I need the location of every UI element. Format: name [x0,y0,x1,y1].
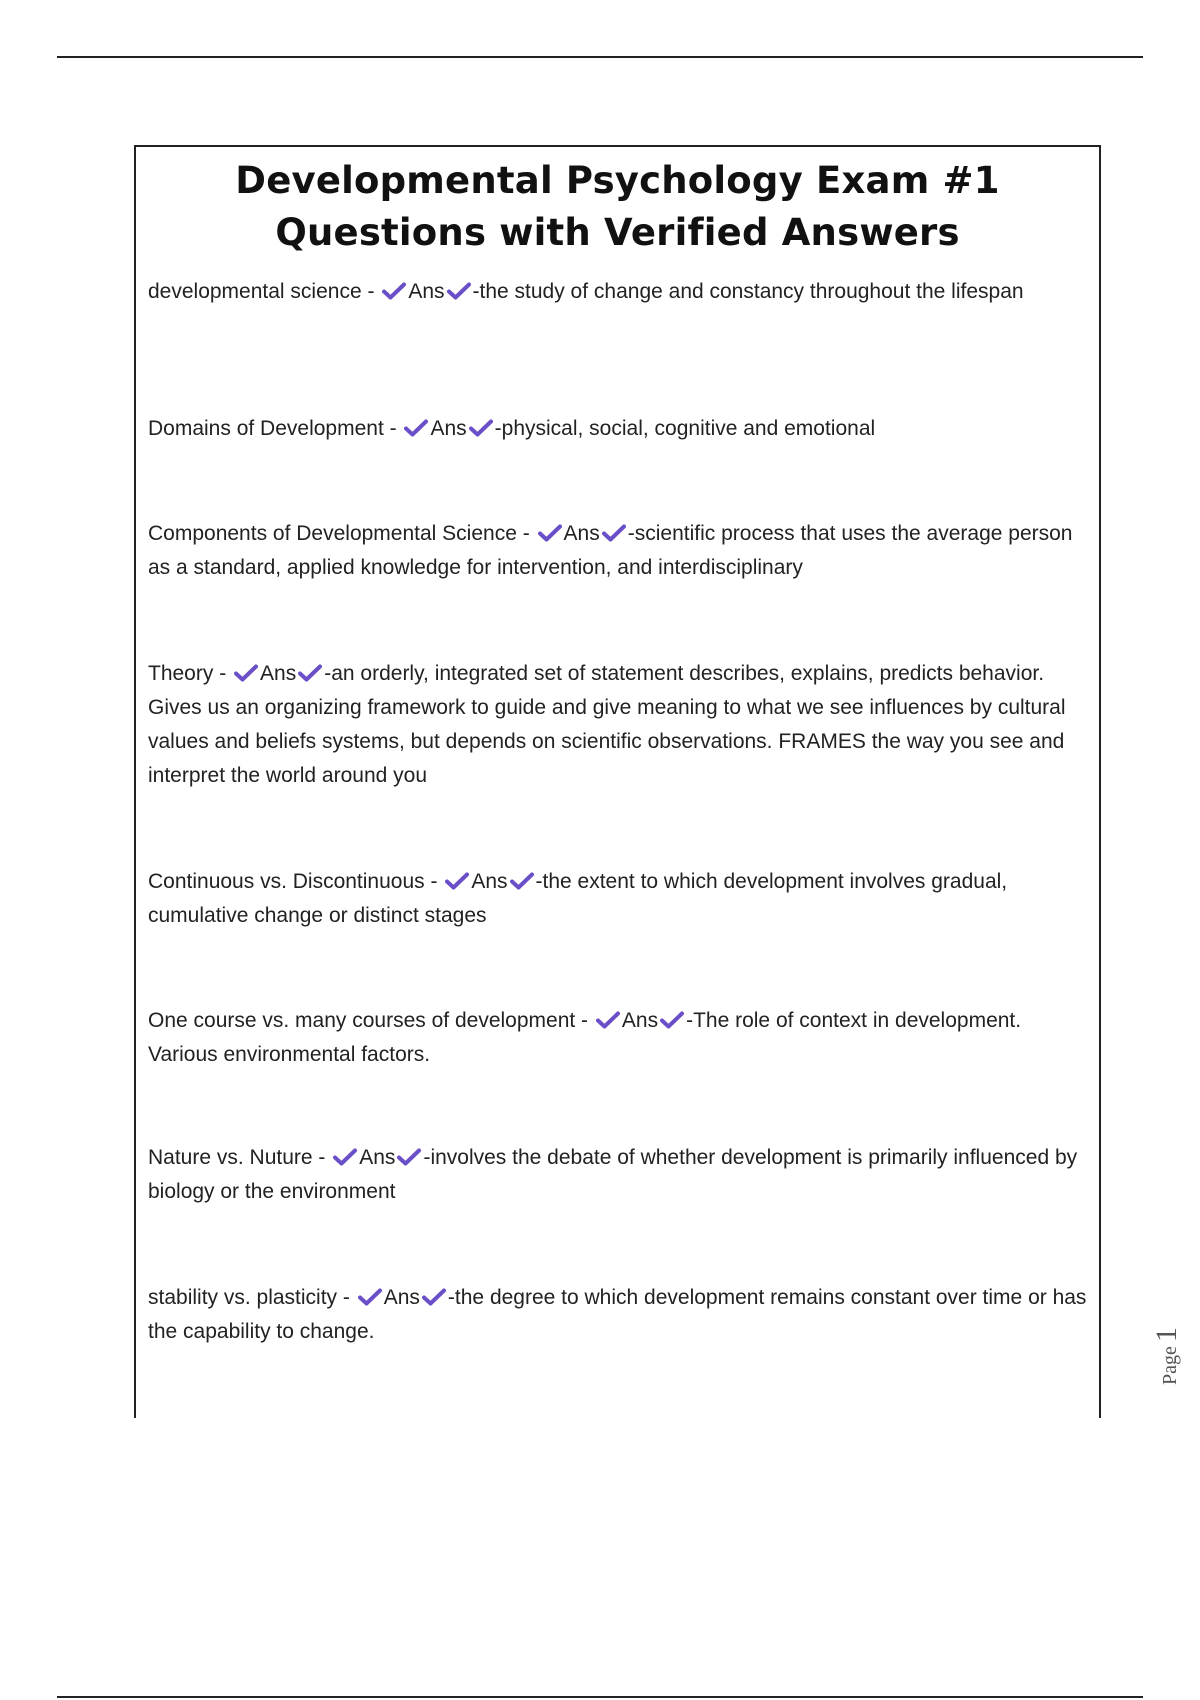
check-icon [358,1288,382,1306]
check-icon [660,1011,684,1029]
check-icon [382,282,406,300]
answer-marker: Ans [408,280,445,303]
qa-answer: the extent to which development involves gradual, cumulative change or distinct stages [148,870,1008,927]
qa-item: Components of Developmental Science - Ans -scientific process that uses the average person as a standard, applied knowledge for intervention, and interdisciplinary [148,522,1073,579]
content-box [134,145,1101,1418]
qa-item: developmental science - Ans -the study of change and constancy throughout the lifespan [148,280,1024,303]
check-icon [447,282,471,300]
check-icon [510,872,534,890]
qa-term: Domains of Development [148,417,384,440]
qa-answer: scientific process that uses the average person as a standard, applied knowledge for intervention, and interdisciplinary [148,522,1073,579]
qa-term: stability vs. plasticity [148,1286,338,1309]
check-icon [469,419,493,437]
qa-item: Continuous vs. Discontinuous - Ans -the extent to which development involves gradual, cumulative change or distinct stages [148,870,1008,927]
qa-term: One course vs. many courses of development [148,1009,576,1032]
page-number-label [1150,1327,1184,1385]
qa-item: One course vs. many courses of development - Ans -The role of context in development. Various environmental factors. [148,1009,1022,1066]
bottom-rule [57,1696,1143,1698]
qa-item: Nature vs. Nuture - Ans -involves the debate of whether development is primarily influenced by biology or the environment [148,1146,1078,1203]
check-icon [596,1011,620,1029]
answer-marker: Ans [471,870,508,893]
answer-marker: Ans [563,522,600,545]
qa-item: Domains of Development - Ans -physical, social, cognitive and emotional [148,417,876,440]
qa-answer: physical, social, cognitive and emotional [501,417,876,440]
answer-marker: Ans [359,1146,396,1169]
check-icon [445,872,469,890]
document-title: Developmental Psychology Exam #1 Questions with Verified Answers [235,159,1000,254]
page-number: 1 [1150,1327,1183,1343]
qa-answer: involves the debate of whether development is primarily influenced by biology or the environment [148,1146,1078,1203]
answer-marker: Ans [430,417,467,440]
check-icon [397,1148,421,1166]
qa-answer: The role of context in development. Various environmental factors. [148,1009,1022,1066]
answer-marker: Ans [621,1009,659,1032]
check-icon [422,1288,446,1306]
answer-marker: Ans [383,1286,420,1309]
page-word: Page [1159,1346,1181,1385]
qa-term: Nature vs. Nuture [148,1146,313,1169]
qa-term: Continuous vs. Discontinuous [148,870,425,893]
qa-item: Theory - Ans -an orderly, integrated set of statement describes, explains, predicts behavior. Gives us an organizing framework to guide and give meaning to what we see influences by cultural values and beliefs systems, but depends on scientific observations. FRAMES the way you see and interpret the world around you [148,662,1066,787]
check-icon [538,524,562,542]
qa-answer: the degree to which development remains constant over time or has the capability to change. [148,1286,1087,1343]
qa-item: stability vs. plasticity - Ans -the degree to which development remains constant over time or has the capability to change. [148,1286,1087,1343]
qa-term: developmental science [148,280,362,303]
answer-marker: Ans [260,662,297,685]
qa-answer: the study of change and constancy throughout the lifespan [479,280,1024,303]
check-icon [333,1148,357,1166]
qa-answer: an orderly, integrated set of statement describes, explains, predicts behavior. Gives us an organizing framework to guide and give meaning to what we see influences by cultural values and beliefs systems, but depends on scientific observations. FRAMES the way you see and interpret the world around you [148,662,1066,787]
check-icon [234,664,258,682]
check-icon [298,664,322,682]
qa-term: Theory [148,662,214,685]
top-rule [57,56,1143,58]
check-icon [404,419,428,437]
qa-term: Components of Developmental Science [148,522,517,545]
check-icon [602,524,626,542]
